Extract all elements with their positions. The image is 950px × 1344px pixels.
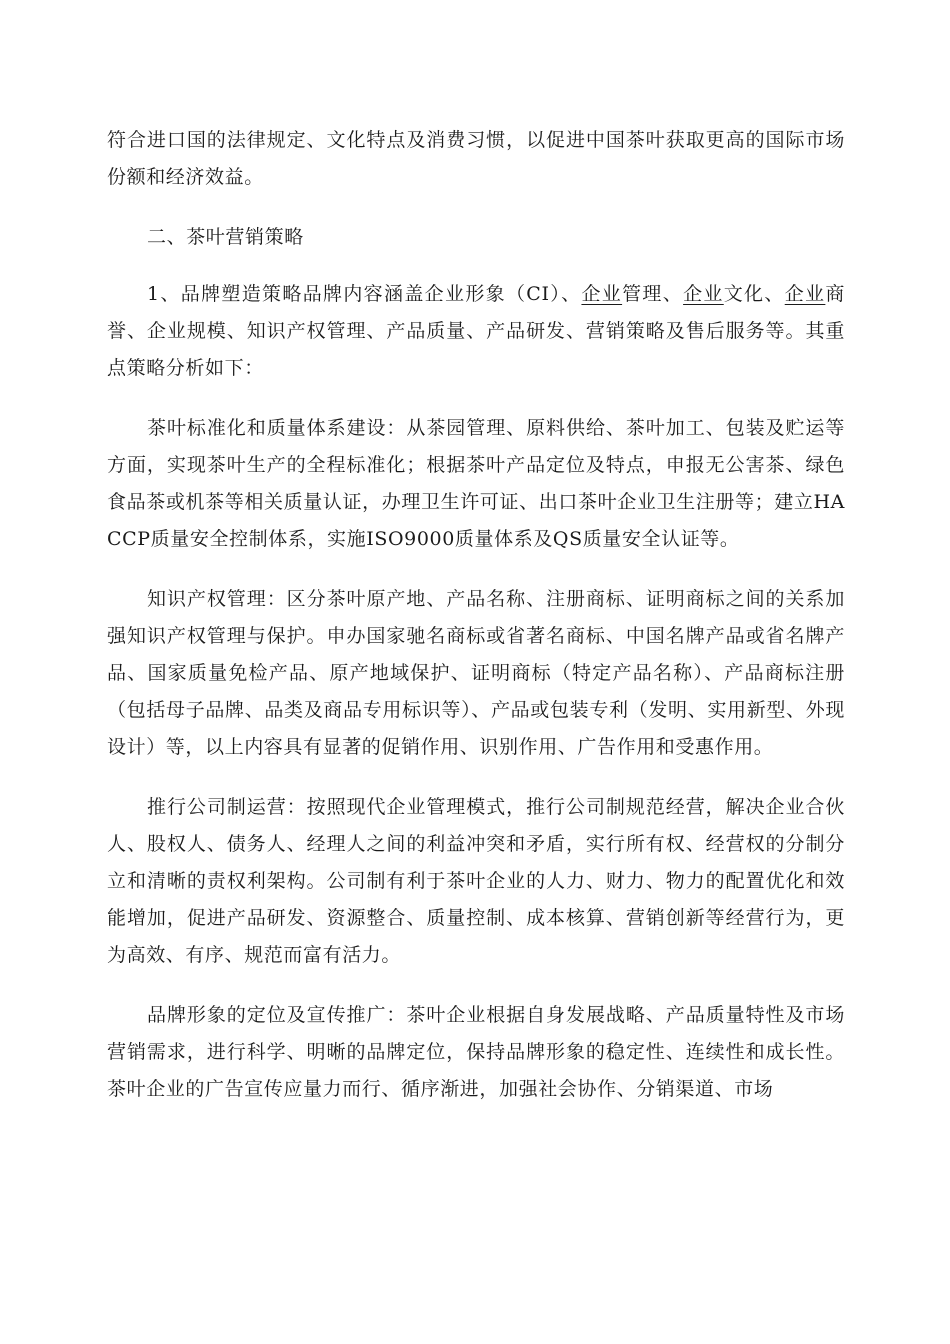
brand-text-4: 商誉、企业规模、知识产权管理、产品质量、产品研发、营销策略及售后服务等。其重点策略分析如下： [107,283,845,379]
brand-text-1: 1、品牌塑造策略品牌内容涵盖企业形象（CI）、 [147,283,582,305]
paragraph-ip-management: 知识产权管理：区分茶叶原产地、产品名称、注册商标、证明商标之间的关系加强知识产权管理与保护。申办国家驰名商标或省著名商标、中国名牌产品或省名牌产品、国家质量免检产品、原产地域保护、证明商标（特定产品名称）、产品商标注册（包括母子品牌、品类及商品专用标识等）、产品或包装专利（发明、实用新型、外现设计）等，以上内容具有显著的促销作用、识别作用、广告作用和受惠作用。 [107,588,845,758]
enterprise-link-3[interactable]: 企业 [784,283,826,305]
paragraph-company-system: 推行公司制运营：按照现代企业管理模式，推行公司制规范经营，解决企业合伙人、股权人、债务人、经理人之间的利益冲突和矛盾，实行所有权、经营权的分制分立和清晰的责权利架构。公司制有利于茶叶企业的人力、财力、物力的配置优化和效能增加，促进产品研发、资源整合、质量控制、成本核算、营销创新等经营行为，更为高效、有序、规范而富有活力。 [107,796,845,966]
paragraph-brand-positioning: 品牌形象的定位及宣传推广：茶叶企业根据自身发展战略、产品质量特性及市场营销需求，进行科学、明晰的品牌定位，保持品牌形象的稳定性、连续性和成长性。茶叶企业的广告宣传应量力而行、循序渐进，加强社会协作、分销渠道、市场 [107,1004,845,1100]
brand-text-2: 管理、 [622,283,684,305]
paragraph-standardization: 茶叶标准化和质量体系建设：从茶园管理、原料供给、茶叶加工、包装及贮运等方面，实现茶叶生产的全程标准化；根据茶叶产品定位及特点，申报无公害茶、绿色食品茶或机茶等相关质量认证，办理卫生许可证、出口茶叶企业卫生注册等；建立HACCP质量安全控制体系，实施ISO9000质量体系及QS质量安全认证等。 [107,417,845,550]
brand-text-3: 文化、 [723,283,785,305]
document-page [107,122,845,1131]
enterprise-link-1[interactable]: 企业 [581,283,623,305]
paragraph-intro: 符合进口国的法律规定、文化特点及消费习惯，以促进中国茶叶获取更高的国际市场份额和经济效益。 [107,129,845,188]
enterprise-link-2[interactable]: 企业 [683,283,724,305]
section-heading: 二、茶叶营销策略 [147,226,304,248]
paragraph-brand-strategy [107,276,845,387]
